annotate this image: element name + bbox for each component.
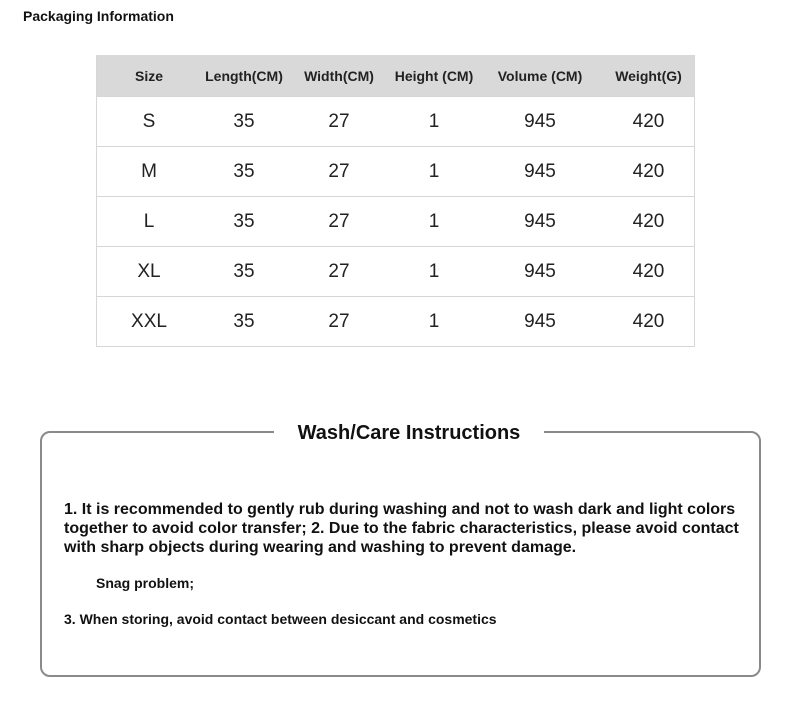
cell-volume: 945 [524, 110, 556, 132]
cell-height: 1 [428, 310, 440, 332]
cell-weight: 420 [632, 310, 665, 332]
cell-size: M [141, 160, 157, 182]
table-row [97, 146, 694, 196]
cell-size: XXL [131, 310, 167, 332]
cell-weight: 420 [632, 160, 665, 182]
cell-height: 1 [428, 210, 440, 232]
cell-volume: 945 [524, 310, 556, 332]
care-snag-note: Snag problem; [96, 575, 195, 591]
cell-width: 27 [328, 310, 350, 332]
table-row [97, 296, 694, 346]
cell-length: 35 [233, 160, 255, 182]
cell-width: 27 [328, 110, 350, 132]
header-height: Height (CM) [394, 67, 474, 84]
cell-length: 35 [233, 210, 255, 232]
cell-length: 35 [233, 310, 255, 332]
cell-volume: 945 [524, 160, 556, 182]
header-volume: Volume (CM) [497, 67, 583, 84]
cell-size: L [143, 210, 155, 232]
cell-weight: 420 [632, 260, 665, 282]
cell-width: 27 [328, 160, 350, 182]
cell-width: 27 [328, 260, 350, 282]
header-width: Width(CM) [304, 67, 374, 84]
table-header [97, 55, 694, 96]
care-instructions-box [40, 422, 761, 677]
care-storage-note: 3. When storing, avoid contact between desiccant and cosmetics [64, 611, 497, 627]
header-weight: Weight(G) [615, 67, 682, 84]
table-row [97, 96, 694, 146]
cell-height: 1 [428, 110, 440, 132]
care-title: Wash/Care Instructions [274, 419, 544, 447]
cell-volume: 945 [524, 260, 556, 282]
cell-volume: 945 [524, 210, 556, 232]
table-row [97, 196, 694, 246]
header-length: Length(CM) [205, 67, 283, 84]
cell-length: 35 [233, 260, 255, 282]
cell-width: 27 [328, 210, 350, 232]
care-paragraph: 1. It is recommended to gently rub during washing and not to wash dark and light colors together to avoid color transfer; 2. Due to the fabric characteristics, please avoid contact with sharp objects during wearing and washing to prevent damage. [64, 501, 739, 556]
cell-height: 1 [428, 260, 440, 282]
cell-weight: 420 [632, 110, 665, 132]
cell-size: S [142, 110, 156, 132]
header-size: Size [134, 67, 163, 84]
cell-length: 35 [233, 110, 255, 132]
cell-height: 1 [428, 160, 440, 182]
table-row [97, 246, 694, 296]
packaging-title: Packaging Information [23, 8, 174, 24]
cell-weight: 420 [632, 210, 665, 232]
cell-size: XL [137, 260, 161, 282]
packaging-table [96, 55, 695, 347]
